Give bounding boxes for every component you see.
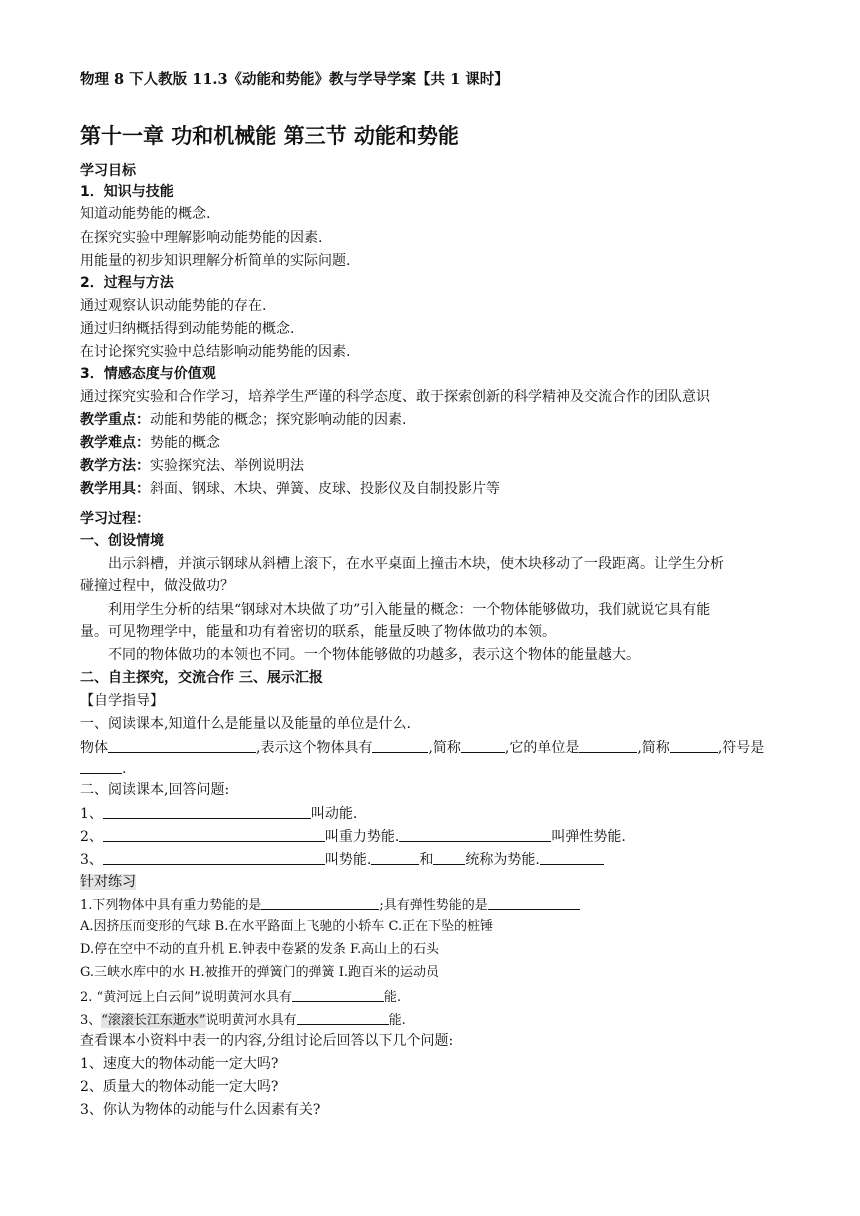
- teaching-method: [80, 456, 800, 476]
- blank[interactable]: [461, 737, 505, 753]
- document-header: 物理 8 下人教版 11.3《动能和势能》教与学导学案【共 1 课时】: [80, 71, 509, 88]
- blank[interactable]: [103, 803, 311, 819]
- blank[interactable]: [80, 758, 122, 774]
- process-item: 通过观察认识动能势能的存在.: [80, 298, 267, 314]
- blank[interactable]: [371, 849, 419, 865]
- blank[interactable]: [103, 826, 325, 842]
- blank[interactable]: [297, 1009, 389, 1025]
- chapter-title: 第十一章 功和机械能 第三节 动能和势能: [80, 124, 459, 148]
- blank[interactable]: [292, 986, 384, 1002]
- fill-in-line: 3、 叫势能. 和 统称为势能.: [80, 849, 800, 870]
- blank[interactable]: [488, 894, 580, 910]
- paragraph-line: 碰撞过程中，做没做功？: [80, 578, 234, 594]
- process-item: 通过归纳概括得到动能势能的概念.: [80, 321, 295, 337]
- discussion-question: 1、速度大的物体动能一定大吗?: [80, 1056, 279, 1072]
- practice-question: 3、“滚滚长江东逝水”说明黄河水具有 能.: [80, 1009, 800, 1031]
- blank[interactable]: [372, 737, 428, 753]
- paragraph-line: 出示斜槽，并演示钢球从斜槽上滚下，在水平桌面上撞击木块，使木块移动了一段距离。让学生分析: [108, 556, 724, 572]
- option-row: D.停在空中不动的直升机 E.钟表中卷紧的发条 F.高山上的石头: [80, 942, 440, 957]
- attitude-heading: 3．情感态度与价值观: [80, 366, 216, 382]
- practice-question: 1.下列物体中具有重力势能的是 ;具有弹性势能的是: [80, 894, 800, 916]
- fill-in-line: 2、 叫重力势能. 叫弹性势能.: [80, 826, 800, 847]
- process-heading: 2．过程与方法: [80, 275, 174, 291]
- blank[interactable]: [399, 826, 551, 842]
- question-line: 一、阅读课本,知道什么是能量以及能量的单位是什么.: [80, 716, 411, 732]
- field-label: 教学方法：: [80, 458, 150, 474]
- option-row: A.因挤压而变形的气球 B.在水平路面上飞驰的小轿车 C.正在下坠的桩锤: [80, 919, 494, 934]
- attitude-text: 通过探究实验和合作学习，培养学生严谨的科学态度、敢于探索创新的科学精神及交流合作的团队意识: [80, 389, 710, 405]
- fill-in-line: .: [80, 758, 800, 779]
- discussion-intro: 查看课本小资料中表一的内容,分组讨论后回答以下几个问题:: [80, 1033, 454, 1049]
- teaching-tools: [80, 479, 800, 499]
- option-row: G.三峡水库中的水 H.被推开的弹簧门的弹簧 I.跑百米的运动员: [80, 965, 440, 980]
- paragraph-line: 量。可见物理学中，能量和功有着密切的联系，能量反映了物体做功的本领。: [80, 624, 556, 640]
- practice-heading: 针对练习: [80, 874, 136, 890]
- paragraph-line: 不同的物体做功的本领也不同。一个物体能够做的功越多，表示这个物体的能量越大。: [108, 647, 640, 663]
- field-value: 动能和势能的概念；探究影响动能的因素.: [150, 412, 407, 428]
- field-value: 实验探究法、举例说明法: [150, 458, 304, 474]
- knowledge-item: 知道动能势能的概念.: [80, 206, 211, 222]
- fill-in-line: 1、 叫动能.: [80, 803, 800, 824]
- blank[interactable]: [108, 737, 256, 753]
- teaching-difficulty: [80, 433, 800, 453]
- section-heading: 二、自主探究，交流合作 三、展示汇报: [80, 670, 323, 686]
- blank[interactable]: [261, 894, 379, 910]
- field-label: 教学难点：: [80, 435, 150, 451]
- field-value: 势能的概念: [150, 435, 220, 451]
- discussion-question: 2、质量大的物体动能一定大吗?: [80, 1079, 279, 1095]
- question-line: 二、阅读课本,回答问题:: [80, 782, 230, 798]
- fill-in-line: 物体 ,表示这个物体具有 ,简称 ,它的单位是 ,简称 ,符号是: [80, 737, 800, 758]
- knowledge-item: 在探究实验中理解影响动能势能的因素.: [80, 230, 323, 246]
- discussion-question: 3、你认为物体的动能与什么因素有关?: [80, 1102, 321, 1118]
- field-label: 教学用具：: [80, 481, 150, 497]
- teaching-focus: [80, 410, 800, 430]
- blank[interactable]: [103, 849, 325, 865]
- knowledge-item: 用能量的初步知识理解分析简单的实际问题.: [80, 253, 351, 269]
- process-section-heading: 学习过程：: [80, 511, 150, 527]
- process-item: 在讨论探究实验中总结影响动能势能的因素.: [80, 344, 351, 360]
- blank[interactable]: [540, 849, 604, 865]
- section-heading: 一、创设情境: [80, 533, 164, 549]
- self-study-heading: 【自学指导】: [80, 693, 164, 709]
- paragraph-line: 利用学生分析的结果“钢球对木块做了功”引入能量的概念：一个物体能够做功，我们就说它具有能: [108, 602, 711, 618]
- practice-question: 2. “黄河远上白云间”说明黄河水具有 能.: [80, 986, 800, 1008]
- blank[interactable]: [579, 737, 637, 753]
- field-value: 斜面、钢球、木块、弹簧、皮球、投影仪及自制投影片等: [150, 481, 500, 497]
- blank[interactable]: [433, 849, 465, 865]
- field-label: 教学重点：: [80, 412, 150, 428]
- knowledge-heading: 1．知识与技能: [80, 184, 174, 200]
- blank[interactable]: [670, 737, 718, 753]
- goals-heading: 学习目标: [80, 163, 136, 179]
